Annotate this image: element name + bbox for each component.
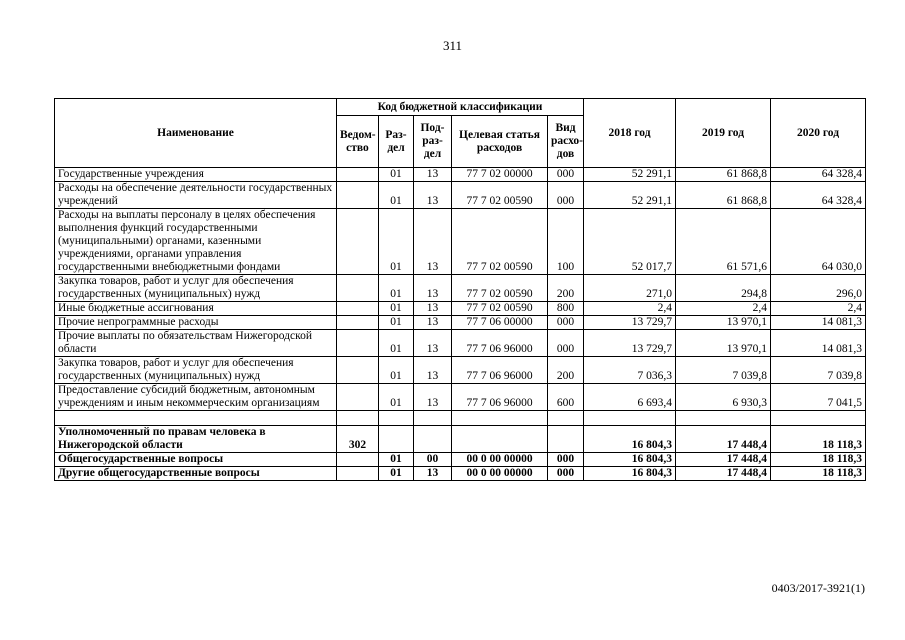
row-vid (548, 426, 584, 453)
table-body (55, 168, 866, 481)
row-2020: 18 118,3 (771, 467, 866, 481)
row-vid: 000 (548, 453, 584, 467)
row-razdel: 01 (379, 357, 414, 384)
table-row (55, 316, 866, 330)
row-target: 00 0 00 00000 (452, 453, 548, 467)
row-name: Общегосударственные вопросы (55, 453, 337, 467)
header-code-group: Код бюджетной классификации (337, 99, 584, 116)
header-name: Наименование (55, 99, 337, 168)
table-row (55, 467, 866, 481)
row-2019: 61 571,6 (676, 209, 771, 275)
header-razdel: Раз-дел (379, 116, 414, 168)
row-2019: 13 970,1 (676, 330, 771, 357)
row-podrazdel: 13 (414, 275, 452, 302)
row-target: 77 7 06 96000 (452, 330, 548, 357)
row-razdel: 01 (379, 316, 414, 330)
row-vid: 600 (548, 384, 584, 411)
row-2019: 61 868,8 (676, 168, 771, 182)
row-name: Иные бюджетные ассигнования (55, 302, 337, 316)
row-target: 77 7 06 96000 (452, 384, 548, 411)
row-vedomstvo (337, 209, 379, 275)
row-name (55, 411, 337, 426)
row-2019: 7 039,8 (676, 357, 771, 384)
row-2018: 6 693,4 (584, 384, 676, 411)
row-podrazdel (414, 426, 452, 453)
row-vedomstvo (337, 275, 379, 302)
row-podrazdel: 13 (414, 168, 452, 182)
table-row (55, 411, 866, 426)
row-razdel (379, 426, 414, 453)
row-razdel: 01 (379, 330, 414, 357)
row-target: 77 7 02 00590 (452, 182, 548, 209)
row-podrazdel: 13 (414, 302, 452, 316)
row-target: 77 7 02 00590 (452, 275, 548, 302)
row-2020: 64 030,0 (771, 209, 866, 275)
row-vedomstvo (337, 384, 379, 411)
row-vid: 000 (548, 316, 584, 330)
row-name: Закупка товаров, работ и услуг для обеспечения государственных (муниципальных) нужд (55, 357, 337, 384)
row-vid: 200 (548, 275, 584, 302)
row-vid: 000 (548, 182, 584, 209)
table-row (55, 384, 866, 411)
row-2020: 18 118,3 (771, 426, 866, 453)
table-row (55, 275, 866, 302)
row-2019: 13 970,1 (676, 316, 771, 330)
row-2020: 14 081,3 (771, 316, 866, 330)
row-podrazdel: 13 (414, 467, 452, 481)
header-2018: 2018 год (584, 99, 676, 168)
row-2018: 52 291,1 (584, 182, 676, 209)
row-2020 (771, 411, 866, 426)
row-razdel (379, 411, 414, 426)
row-target: 77 7 02 00590 (452, 302, 548, 316)
table-row (55, 302, 866, 316)
header-vid: Вид расхо-дов (548, 116, 584, 168)
row-name: Другие общегосударственные вопросы (55, 467, 337, 481)
row-vid: 000 (548, 330, 584, 357)
table-row (55, 209, 866, 275)
row-razdel: 01 (379, 209, 414, 275)
row-2018: 52 017,7 (584, 209, 676, 275)
row-vid: 000 (548, 168, 584, 182)
row-name: Расходы на обеспечение деятельности государственных учреждений (55, 182, 337, 209)
row-target: 77 7 02 00590 (452, 209, 548, 275)
row-vedomstvo (337, 302, 379, 316)
row-vid (548, 411, 584, 426)
row-podrazdel: 13 (414, 384, 452, 411)
row-podrazdel: 13 (414, 182, 452, 209)
row-podrazdel: 13 (414, 357, 452, 384)
row-vid: 200 (548, 357, 584, 384)
row-2018: 16 804,3 (584, 426, 676, 453)
row-razdel: 01 (379, 182, 414, 209)
row-2020: 7 039,8 (771, 357, 866, 384)
row-razdel: 01 (379, 168, 414, 182)
row-2018: 271,0 (584, 275, 676, 302)
row-name: Прочие выплаты по обязательствам Нижегородской области (55, 330, 337, 357)
row-name: Прочие непрограммные расходы (55, 316, 337, 330)
row-2019: 61 868,8 (676, 182, 771, 209)
row-2018: 13 729,7 (584, 316, 676, 330)
row-razdel: 01 (379, 384, 414, 411)
row-2020: 14 081,3 (771, 330, 866, 357)
row-target (452, 426, 548, 453)
row-2018: 16 804,3 (584, 453, 676, 467)
header-podrazdel: Под-раз-дел (414, 116, 452, 168)
row-vedomstvo (337, 168, 379, 182)
row-razdel: 01 (379, 275, 414, 302)
row-2020: 7 041,5 (771, 384, 866, 411)
row-2019: 2,4 (676, 302, 771, 316)
row-target: 77 7 02 00000 (452, 168, 548, 182)
row-vedomstvo (337, 357, 379, 384)
row-razdel: 01 (379, 302, 414, 316)
header-2020: 2020 год (771, 99, 866, 168)
row-vedomstvo: 302 (337, 426, 379, 453)
row-vid: 100 (548, 209, 584, 275)
row-vedomstvo (337, 411, 379, 426)
row-2018: 16 804,3 (584, 467, 676, 481)
row-razdel: 01 (379, 467, 414, 481)
budget-table (54, 98, 866, 481)
row-target: 00 0 00 00000 (452, 467, 548, 481)
row-2019: 17 448,4 (676, 426, 771, 453)
row-name: Уполномоченный по правам человека в Нижегородской области (55, 426, 337, 453)
row-vid: 000 (548, 467, 584, 481)
row-2020: 296,0 (771, 275, 866, 302)
table-row (55, 357, 866, 384)
header-2019: 2019 год (676, 99, 771, 168)
table-row (55, 426, 866, 453)
row-podrazdel: 13 (414, 209, 452, 275)
row-podrazdel: 00 (414, 453, 452, 467)
row-2018: 7 036,3 (584, 357, 676, 384)
table-row (55, 330, 866, 357)
row-2018: 52 291,1 (584, 168, 676, 182)
row-vedomstvo (337, 453, 379, 467)
row-2020: 2,4 (771, 302, 866, 316)
row-podrazdel: 13 (414, 316, 452, 330)
row-name: Закупка товаров, работ и услуг для обеспечения государственных (муниципальных) нужд (55, 275, 337, 302)
row-target: 77 7 06 00000 (452, 316, 548, 330)
row-razdel: 01 (379, 453, 414, 467)
row-2019: 294,8 (676, 275, 771, 302)
row-vid: 800 (548, 302, 584, 316)
row-vedomstvo (337, 316, 379, 330)
row-name: Расходы на выплаты персоналу в целях обеспечения выполнения функций государственными (муниципальными) органами, казенными учреждениями, органами управления государственными внебюджетными фондами (55, 209, 337, 275)
row-2020: 64 328,4 (771, 168, 866, 182)
header-vedomstvo: Ведом-ство (337, 116, 379, 168)
row-podrazdel (414, 411, 452, 426)
row-2018: 2,4 (584, 302, 676, 316)
row-target (452, 411, 548, 426)
table-row (55, 453, 866, 467)
page-number: 311 (442, 38, 463, 53)
row-vedomstvo (337, 182, 379, 209)
header-target: Целевая статья расходов (452, 116, 548, 168)
row-2018: 13 729,7 (584, 330, 676, 357)
row-name: Государственные учреждения (55, 168, 337, 182)
table-row (55, 168, 866, 182)
row-2020: 18 118,3 (771, 453, 866, 467)
row-2020: 64 328,4 (771, 182, 866, 209)
row-2019: 6 930,3 (676, 384, 771, 411)
row-2019: 17 448,4 (676, 453, 771, 467)
row-podrazdel: 13 (414, 330, 452, 357)
row-target: 77 7 06 96000 (452, 357, 548, 384)
table-row (55, 182, 866, 209)
row-vedomstvo (337, 467, 379, 481)
row-name: Предоставление субсидий бюджетным, автономным учреждениям и иным некоммерческим организациям (55, 384, 337, 411)
row-vedomstvo (337, 330, 379, 357)
row-2019 (676, 411, 771, 426)
row-2018 (584, 411, 676, 426)
document-code: 0403/2017-3921(1) (771, 581, 865, 595)
row-2019: 17 448,4 (676, 467, 771, 481)
